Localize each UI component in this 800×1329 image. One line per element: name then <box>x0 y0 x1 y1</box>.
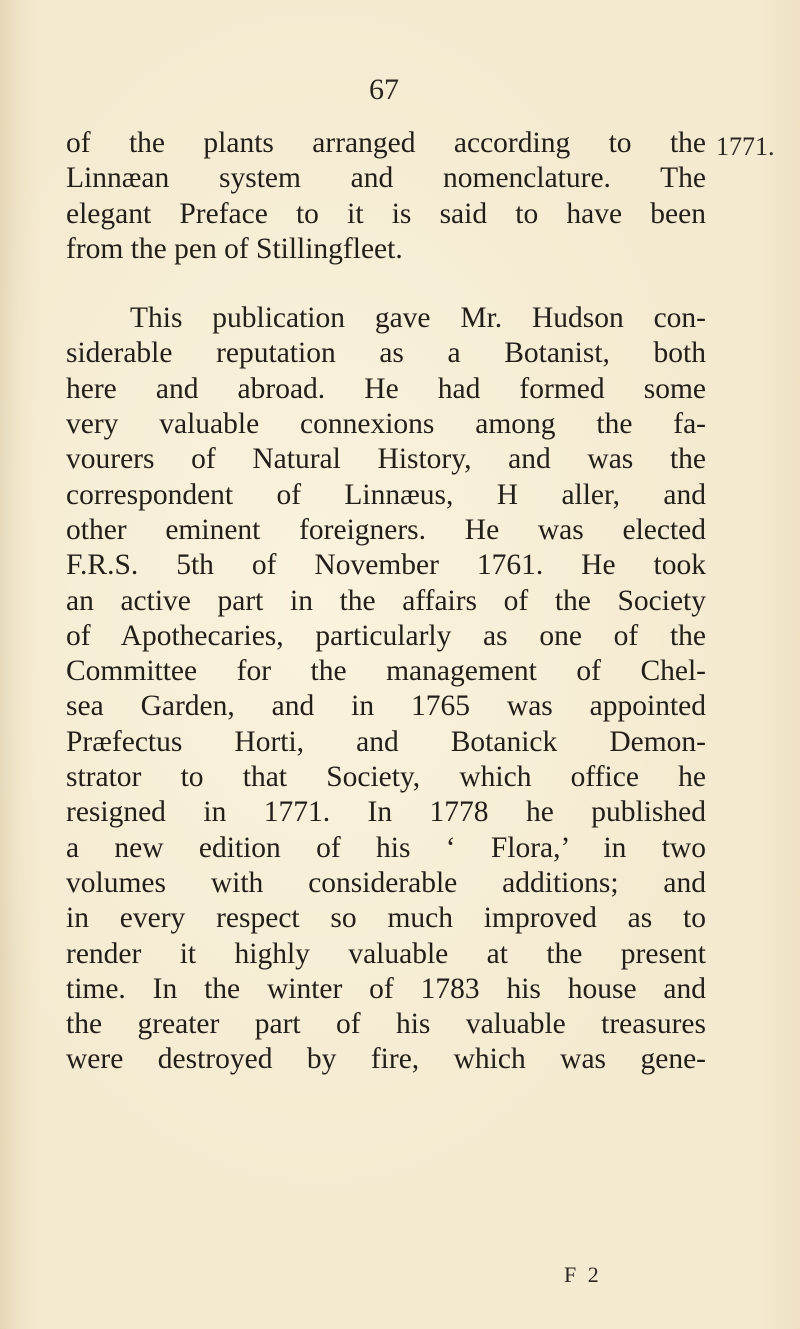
text-line: in every respect so much improved as to <box>66 902 706 935</box>
text-line: time. In the winter of 1783 his house and <box>66 972 706 1005</box>
text-line: sea Garden, and in 1765 was appointed <box>66 690 706 723</box>
paragraph-1 <box>66 126 706 267</box>
text-line: This publication gave Mr. Hudson con- <box>130 302 706 335</box>
text-line: an active part in the affairs of the Society <box>66 584 706 617</box>
text-line: siderable reputation as a Botanist, both <box>66 337 706 370</box>
paragraph-2 <box>66 301 706 1078</box>
text-line: F.R.S. 5th of November 1761. He took <box>66 549 706 582</box>
text-line: render it highly valuable at the present <box>66 937 706 970</box>
body-text <box>66 126 706 1078</box>
margin-year-note: 1771. <box>716 132 775 161</box>
text-line: a new edition of his ‘ Flora,’ in two <box>66 831 706 864</box>
text-line: Committee for the management of Chel- <box>66 655 706 688</box>
text-line: elegant Preface to it is said to have been <box>66 197 706 230</box>
signature-mark: F 2 <box>564 1262 602 1287</box>
text-line: were destroyed by fire, which was gene- <box>66 1043 706 1076</box>
text-line: resigned in 1771. In 1778 he published <box>66 796 706 829</box>
text-line: here and abroad. He had formed some <box>66 372 706 405</box>
text-line: volumes with considerable additions; and <box>66 866 706 899</box>
text-line: other eminent foreigners. He was elected <box>66 513 706 546</box>
page-number: 67 <box>369 73 399 106</box>
text-line: of the plants arranged according to the <box>66 127 706 159</box>
text-line: strator to that Society, which office he <box>66 761 706 794</box>
paragraph-gap <box>66 267 706 301</box>
text-line: of Apothecaries, particularly as one of the <box>66 619 706 652</box>
text-line: vourers of Natural History, and was the <box>66 443 706 476</box>
text-line: Linnæan system and nomenclature. The <box>66 162 706 195</box>
text-line: from the pen of Stillingfleet. <box>66 232 403 265</box>
text-line: correspondent of Linnæus, H aller, and <box>66 478 706 511</box>
text-line: very valuable connexions among the fa- <box>66 408 706 441</box>
text-line: Præfectus Horti, and Botanick Demon- <box>66 725 706 758</box>
text-line: the greater part of his valuable treasures <box>66 1008 706 1041</box>
